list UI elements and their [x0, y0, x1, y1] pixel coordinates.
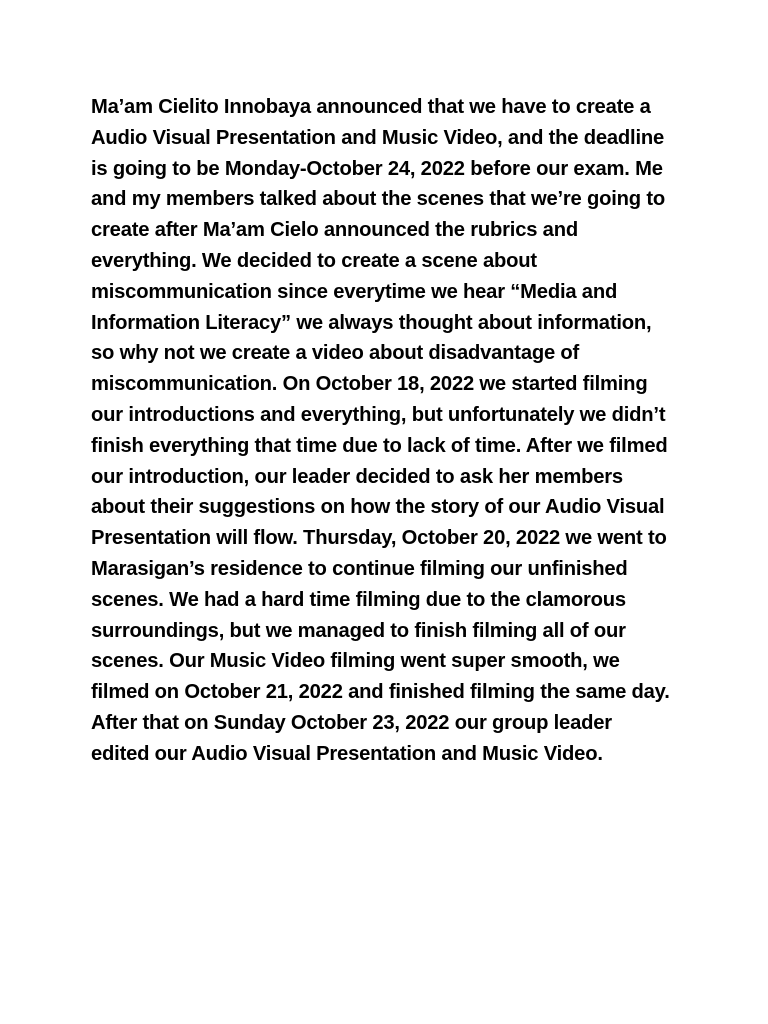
paragraph-line: finish everything that time due to lack of time. After we filmed — [91, 434, 668, 457]
paragraph-line: miscommunication. On October 18, 2022 we started filming — [91, 373, 648, 396]
paragraph-line: Information Literacy” we always thought about information, — [91, 311, 652, 334]
paragraph-line: filmed on October 21, 2022 and finished filming the same day. — [91, 681, 670, 704]
paragraph-line: and my members talked about the scenes that we’re going to — [91, 188, 665, 211]
paragraph-line: scenes. Our Music Video filming went super smooth, we — [91, 650, 620, 673]
paragraph-line: is going to be Monday-October 24, 2022 before our exam. Me — [91, 157, 663, 180]
paragraph-line: create after Ma’am Cielo announced the rubrics and — [91, 219, 578, 242]
paragraph-line: After that on Sunday October 23, 2022 our group leader — [91, 711, 612, 734]
paragraph-line: about their suggestions on how the story of our Audio Visual — [91, 496, 665, 519]
paragraph-line: our introductions and everything, but unfortunately we didn’t — [91, 403, 666, 426]
paragraph-line: Audio Visual Presentation and Music Video, and the deadline — [91, 126, 665, 149]
paragraph-line: edited our Audio Visual Presentation and Music Video. — [91, 742, 603, 765]
paragraph-line: Ma’am Cielito Innobaya announced that we have to create a — [91, 96, 651, 118]
paragraph-line: Marasigan’s residence to continue filming our unfinished — [91, 557, 628, 580]
paragraph-line: scenes. We had a hard time filming due to the clamorous — [91, 588, 626, 611]
paragraph-line: surroundings, but we managed to finish filming all of our — [91, 619, 626, 642]
document-paragraph — [91, 92, 691, 770]
paragraph-line: Presentation will flow. Thursday, October 20, 2022 we went to — [91, 527, 667, 550]
paragraph-line: our introduction, our leader decided to ask her members — [91, 465, 623, 488]
paragraph-line: so why not we create a video about disadvantage of — [91, 342, 580, 365]
paragraph-line: miscommunication since everytime we hear “Media and — [91, 280, 618, 303]
paragraph-line: everything. We decided to create a scene about — [91, 249, 537, 272]
